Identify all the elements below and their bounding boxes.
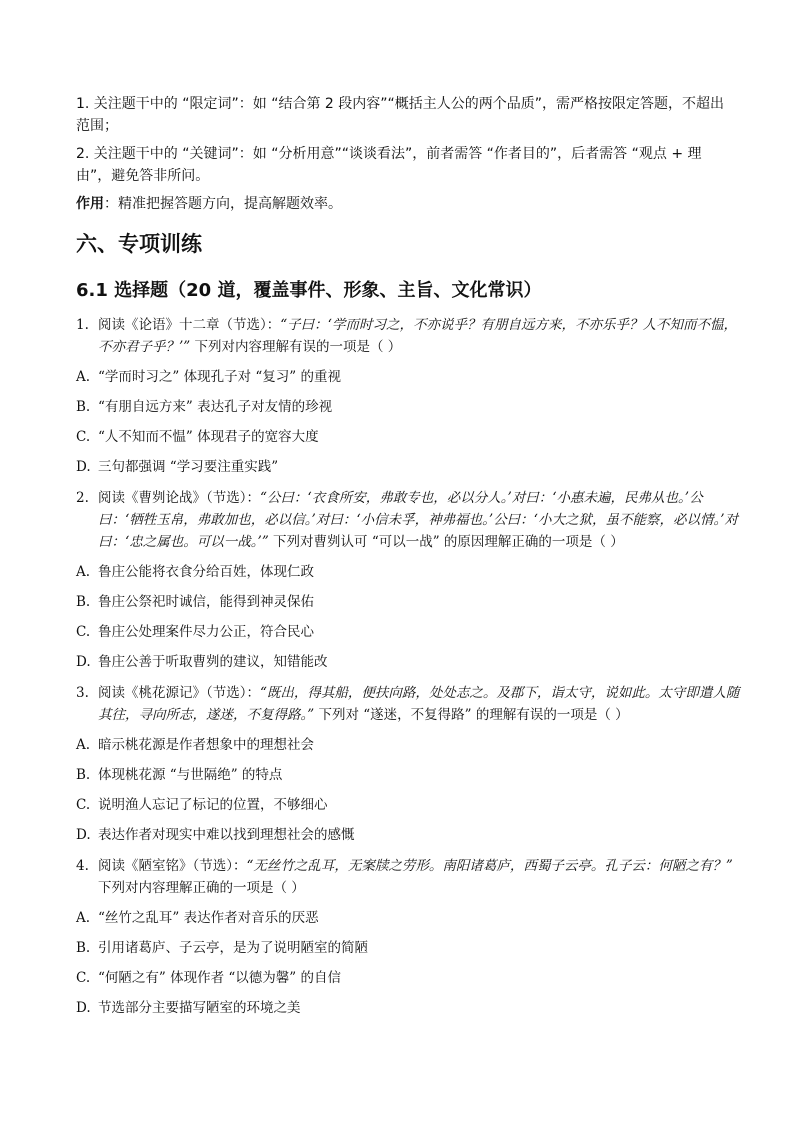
option-letter: C. (76, 970, 91, 986)
tip-label: 1. (76, 96, 90, 112)
option-letter: D. (76, 654, 91, 670)
option-letter: B. (76, 940, 91, 956)
option-text: “人不知而不愠” 体现君子的宽容大度 (98, 429, 319, 445)
question-intro: 阅读《陋室铭》（节选）： (98, 858, 247, 874)
answer-option (76, 968, 746, 988)
option-text: 表达作者对现实中难以找到理想社会的感慨 (98, 827, 355, 843)
option-letter: C. (76, 624, 91, 640)
question-intro: 阅读《论语》十二章（节选）： (98, 317, 281, 333)
answer-option (76, 397, 746, 417)
option-letter: B. (76, 399, 91, 415)
question-block (76, 855, 746, 1018)
question-stem (76, 487, 746, 553)
option-letter: D. (76, 827, 91, 843)
option-text: 暗示桃花源是作者想象中的理想社会 (98, 737, 314, 753)
option-text: “学而时习之” 体现孔子对 “复习” 的重视 (98, 369, 341, 385)
answer-tips (76, 93, 726, 221)
option-text: “有朋自远方来” 表达孔子对友情的珍视 (98, 399, 333, 415)
question-stem (76, 314, 746, 358)
question-block (76, 314, 746, 477)
option-text: “丝竹之乱耳” 表达作者对音乐的厌恶 (98, 910, 319, 926)
question-number: 3. (76, 685, 89, 701)
option-letter: D. (76, 1000, 91, 1016)
question-number: 2. (76, 490, 89, 506)
question-block (76, 682, 746, 845)
answer-option (76, 908, 746, 928)
option-letter: B. (76, 594, 91, 610)
answer-option (76, 427, 746, 447)
option-text: 鲁庄公祭祀时诚信，能得到神灵保佑 (98, 594, 314, 610)
answer-option (76, 765, 746, 785)
question-passage: “无丝竹之乱耳，无案牍之劳形。南阳诸葛庐，西蜀子云亭。孔子云：何陋之有？” (246, 858, 733, 874)
option-letter: B. (76, 767, 91, 783)
question-list (76, 314, 746, 1028)
answer-option (76, 562, 746, 582)
question-prompt: 下列对内容理解有误的一项是（ ） (190, 339, 402, 355)
option-text: 鲁庄公处理案件尽力公正，符合民心 (98, 624, 314, 640)
answer-option (76, 735, 746, 755)
option-letter: A. (76, 369, 91, 385)
answer-option (76, 622, 746, 642)
tip-text: ：精准把握答题方向，提高解题效率。 (104, 196, 342, 212)
question-intro: 阅读《曹刿论战》（节选）： (98, 490, 260, 506)
tip-item (76, 93, 726, 137)
answer-option (76, 795, 746, 815)
question-passage: “公曰：‘衣食所安，弗敢专也，必以分人。’对曰：‘小惠未遍，民弗从也。’公曰：‘牺牲玉帛，弗敢加也，必以信。’对曰：‘小信未孚，神弗福也。’公曰：‘小大之狱，虽不能察，必以情。’对曰：‘忠之属也。可以一战。’” (98, 490, 738, 550)
answer-option (76, 457, 746, 477)
option-text: 三句都强调 “学习要注重实践” (98, 459, 279, 475)
option-text: 节选部分主要描写陋室的环境之美 (98, 1000, 301, 1016)
option-letter: C. (76, 797, 91, 813)
question-passage: “子曰：‘学而时习之，不亦说乎？有朋自远方来，不亦乐乎？人不知而不愠，不亦君子乎？’” (98, 317, 737, 355)
answer-option (76, 938, 746, 958)
answer-option (76, 998, 746, 1018)
option-text: 鲁庄公能将衣食分给百姓，体现仁政 (98, 564, 314, 580)
answer-option (76, 592, 746, 612)
answer-option (76, 652, 746, 672)
option-text: 鲁庄公善于听取曹刿的建议，知错能改 (98, 654, 328, 670)
option-text: 引用诸葛庐、子云亭，是为了说明陋室的简陋 (98, 940, 368, 956)
question-prompt: 下列对曹刿认可 “可以一战” 的原因理解正确的一项是（ ） (268, 534, 624, 550)
option-letter: A. (76, 910, 91, 926)
question-prompt: 下列对 “遂迷，不复得路” 的理解有误的一项是（ ） (314, 707, 629, 723)
option-text: “何陋之有” 体现作者 “以德为馨” 的自信 (98, 970, 341, 986)
section-title: 六、专项训练 (76, 232, 202, 256)
option-letter: C. (76, 429, 91, 445)
option-text: 体现桃花源 “与世隔绝” 的特点 (98, 767, 283, 783)
subsection-title: 6.1 选择题（20 道，覆盖事件、形象、主旨、文化常识） (76, 280, 542, 301)
answer-option (76, 367, 746, 387)
tip-text: 关注题干中的 “限定词”：如 “结合第 2 段内容”“概括主人公的两个品质”，需严格按限定答题，不超出范围； (76, 96, 725, 134)
question-number: 4. (76, 858, 89, 874)
question-number: 1. (76, 317, 89, 333)
option-text: 说明渔人忘记了标记的位置，不够细心 (98, 797, 328, 813)
tip-text: 关注题干中的 “关键词”：如 “分析用意”“谈谈看法”，前者需答 “作者目的”，后者需答 “观点 + 理由”，避免答非所问。 (76, 146, 702, 184)
tip-item (76, 143, 726, 187)
tip-label: 2. (76, 146, 90, 162)
question-passage: “既出，得其船，便扶向路，处处志之。及郡下，诣太守，说如此。太守即遣人随其往，寻向所志，遂迷，不复得路。” (98, 685, 740, 723)
question-stem (76, 855, 746, 899)
option-letter: A. (76, 737, 91, 753)
tip-label: 作用 (76, 196, 104, 212)
question-block (76, 487, 746, 672)
question-intro: 阅读《桃花源记》（节选）： (98, 685, 260, 701)
option-letter: D. (76, 459, 91, 475)
answer-option (76, 825, 746, 845)
tip-item (76, 193, 726, 215)
question-prompt: 下列对内容理解正确的一项是（ ） (98, 880, 305, 896)
option-letter: A. (76, 564, 91, 580)
question-stem (76, 682, 746, 726)
